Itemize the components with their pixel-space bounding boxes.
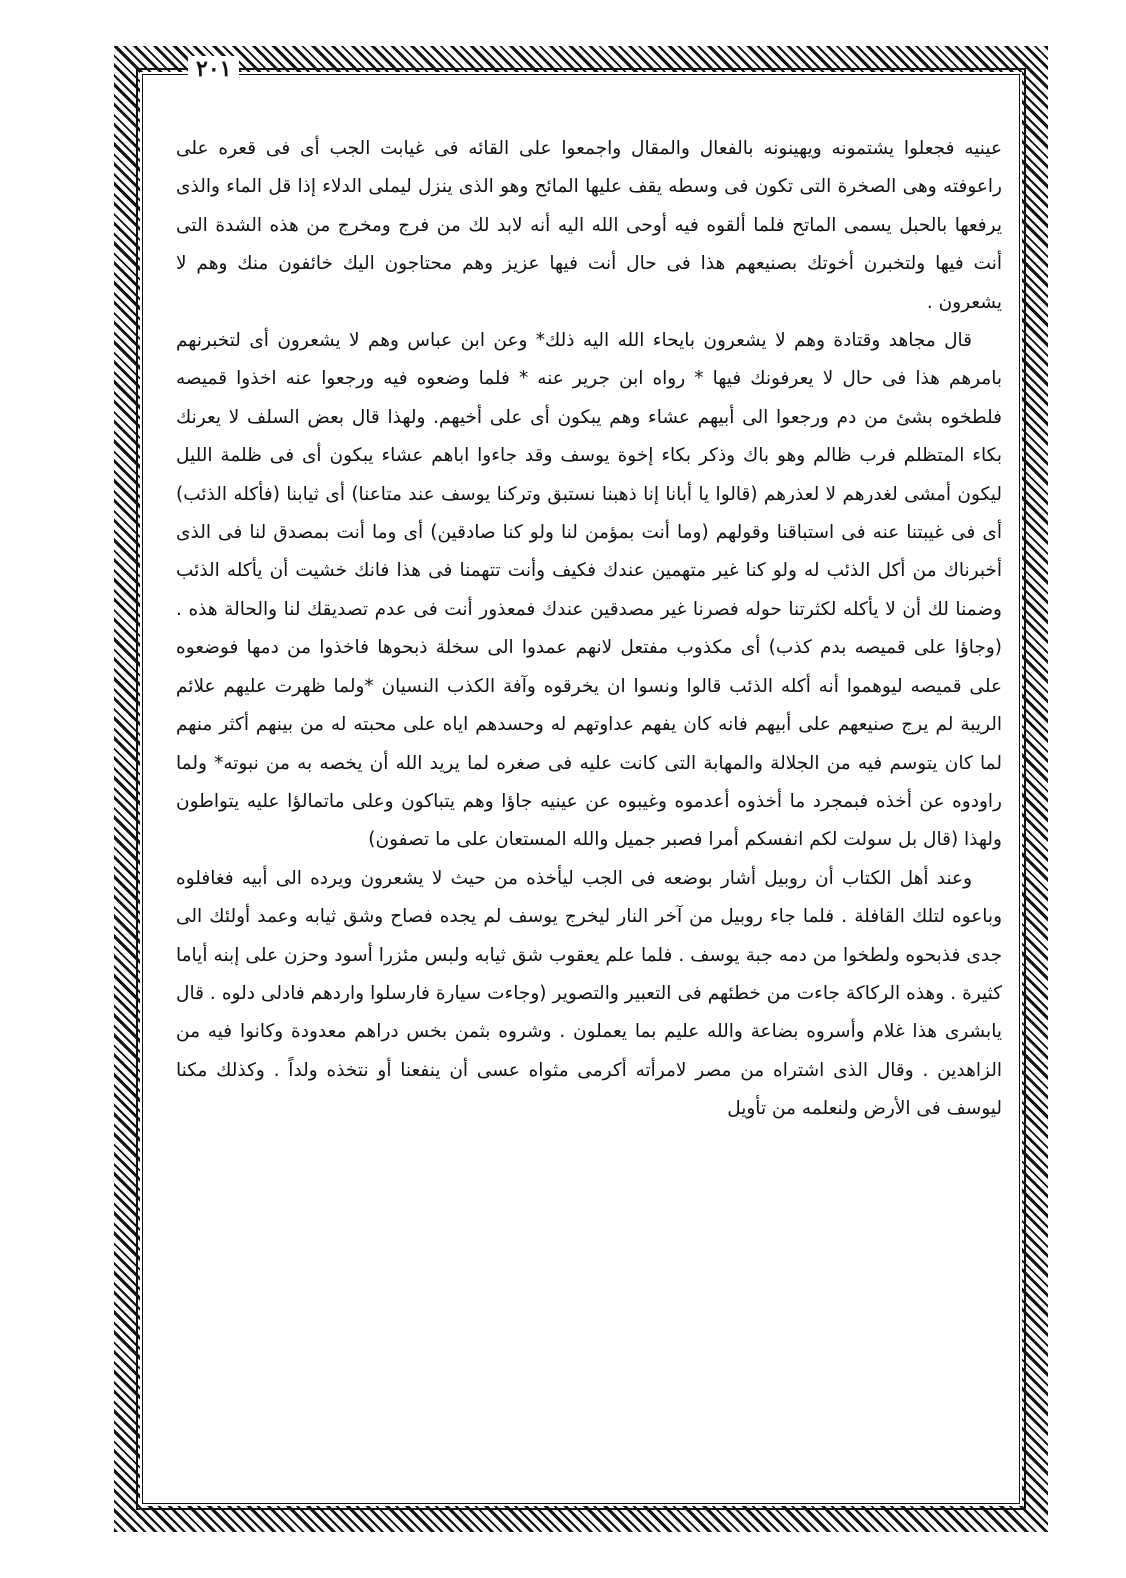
page-number: ٢٠١ [188, 56, 239, 82]
body-text [176, 130, 1002, 1470]
paragraph-3: وعند أهل الكتاب أن روبيل أشار بوضعه فى الجب ليأخذه من حيث لا يشعرون ويرده الى أبيه فغافلوه وباعوه لتلك القافلة . فلما جاء روبيل من آخر النار ليخرج يوسف لم يجده فصاح وشق ثيابه وعمد أولئك الى جدى فذبحوه ولطخوا من دمه جبة يوسف . فلما علم يعقوب شق ثيابه ولبس مئزرا أسود وحزن على إبنه أياما كثيرة . وهذه الركاكة جاءت من خطئهم فى التعبير والتصوير (وجاءت سيارة فارسلوا واردهم فادلى دلوه . قال يابشرى هذا غلام وأسروه بضاعة والله عليم بما يعملون . وشروه بثمن بخس دراهم معدودة وكانوا فيه من الزاهدين . وقال الذى اشتراه من مصر لامرأته أكرمى مثواه عسى أن ينفعنا أو نتخذه ولداً . وكذلك مكنا ليوسف فى الأرض ولنعلمه من تأويل [176, 867, 1002, 1120]
paragraph-1: عينيه فجعلوا يشتمونه ويهينونه بالفعال والمقال واجمعوا على القائه فى غيابت الجب أى فى قعره على راعوفته وهى الصخرة التى تكون فى وسطه يقف عليها المائح وهو الذى ينزل ليملى الدلاء إذا قل الماء والذى يرفعها بالحبل يسمى الماتح فلما ألقوه فيه أوحى الله اليه أنه لابد لك من فرج ومخرج من هذه الشدة التى أنت فيها ولتخبرن أخوتك بصنيعهم هذا فى حال أنت فيها عزيز وهم محتاجون اليك خائفون منك وهم لا يشعرون . [176, 138, 1002, 313]
paragraph-2: قال مجاهد وقتادة وهم لا يشعرون بايحاء الله اليه ذلك* وعن ابن عباس وهم لا يشعرون أى لتخبرنهم بامرهم هذا فى حال لا يعرفونك فيها * رواه ابن جرير عنه * فلما وضعوه فيه ورجعوا عنه اخذوا قميصه فلطخوه بشئ من دم ورجعوا الى أبيهم عشاء وهم يبكون أى على أخيهم. ولهذا قال بعض السلف لا يعرنك بكاء المتظلم فرب ظالم وهو باك وذكر بكاء إخوة يوسف وقد جاءوا اباهم عشاء يبكون أى فى ظلمة الليل ليكون أمشى لغدرهم لا لعذرهم (قالوا يا أبانا إنا ذهبنا نستبق وتركنا يوسف عند متاعنا) أى ثيابنا (فأكله الذئب) أى فى غيبتنا عنه فى استباقنا وقولهم (وما أنت بمؤمن لنا ولو كنا صادقين) أى وما أنت بمصدق لنا فى الذى أخبرناك من أكل الذئب له ولو كنا غير متهمين عندك فكيف وأنت تتهمنا فى هذا فانك خشيت أن يأكله الذئب وضمنا لك أن لا يأكله لكثرتنا حوله فصرنا غير مصدقين عندك فمعذور أنت فى عدم تصديقك لنا والحالة هذه . (وجاؤا على قميصه بدم كذب) أى مكذوب مفتعل لانهم عمدوا الى سخلة ذبحوها فاخذوا من دمها فوضعوه على قميصه ليوهموا أنه أكله الذئب قالوا ونسوا ان يخرقوه وآفة الكذب النسيان *ولما ظهرت عليهم علائم الريبة لم يرج صنيعهم على أبيهم فانه كان يفهم عداوتهم له وحسدهم اياه على محبته له من بينهم أكثر منهم لما كان يتوسم فيه من الجلالة والمهابة التى كانت عليه فى صغره لما يريد الله أن يخصه به من نبوته* ولما راودوه عن أخذه فبمجرد ما أخذوه أعدموه وغيبوه عن عينيه جاؤا وهم يتباكون وعلى ماتمالؤا عليه يتواطون ولهذا (قال بل سولت لكم انفسكم أمرا فصبر جميل والله المستعان على ما تصفون) [176, 330, 1002, 851]
